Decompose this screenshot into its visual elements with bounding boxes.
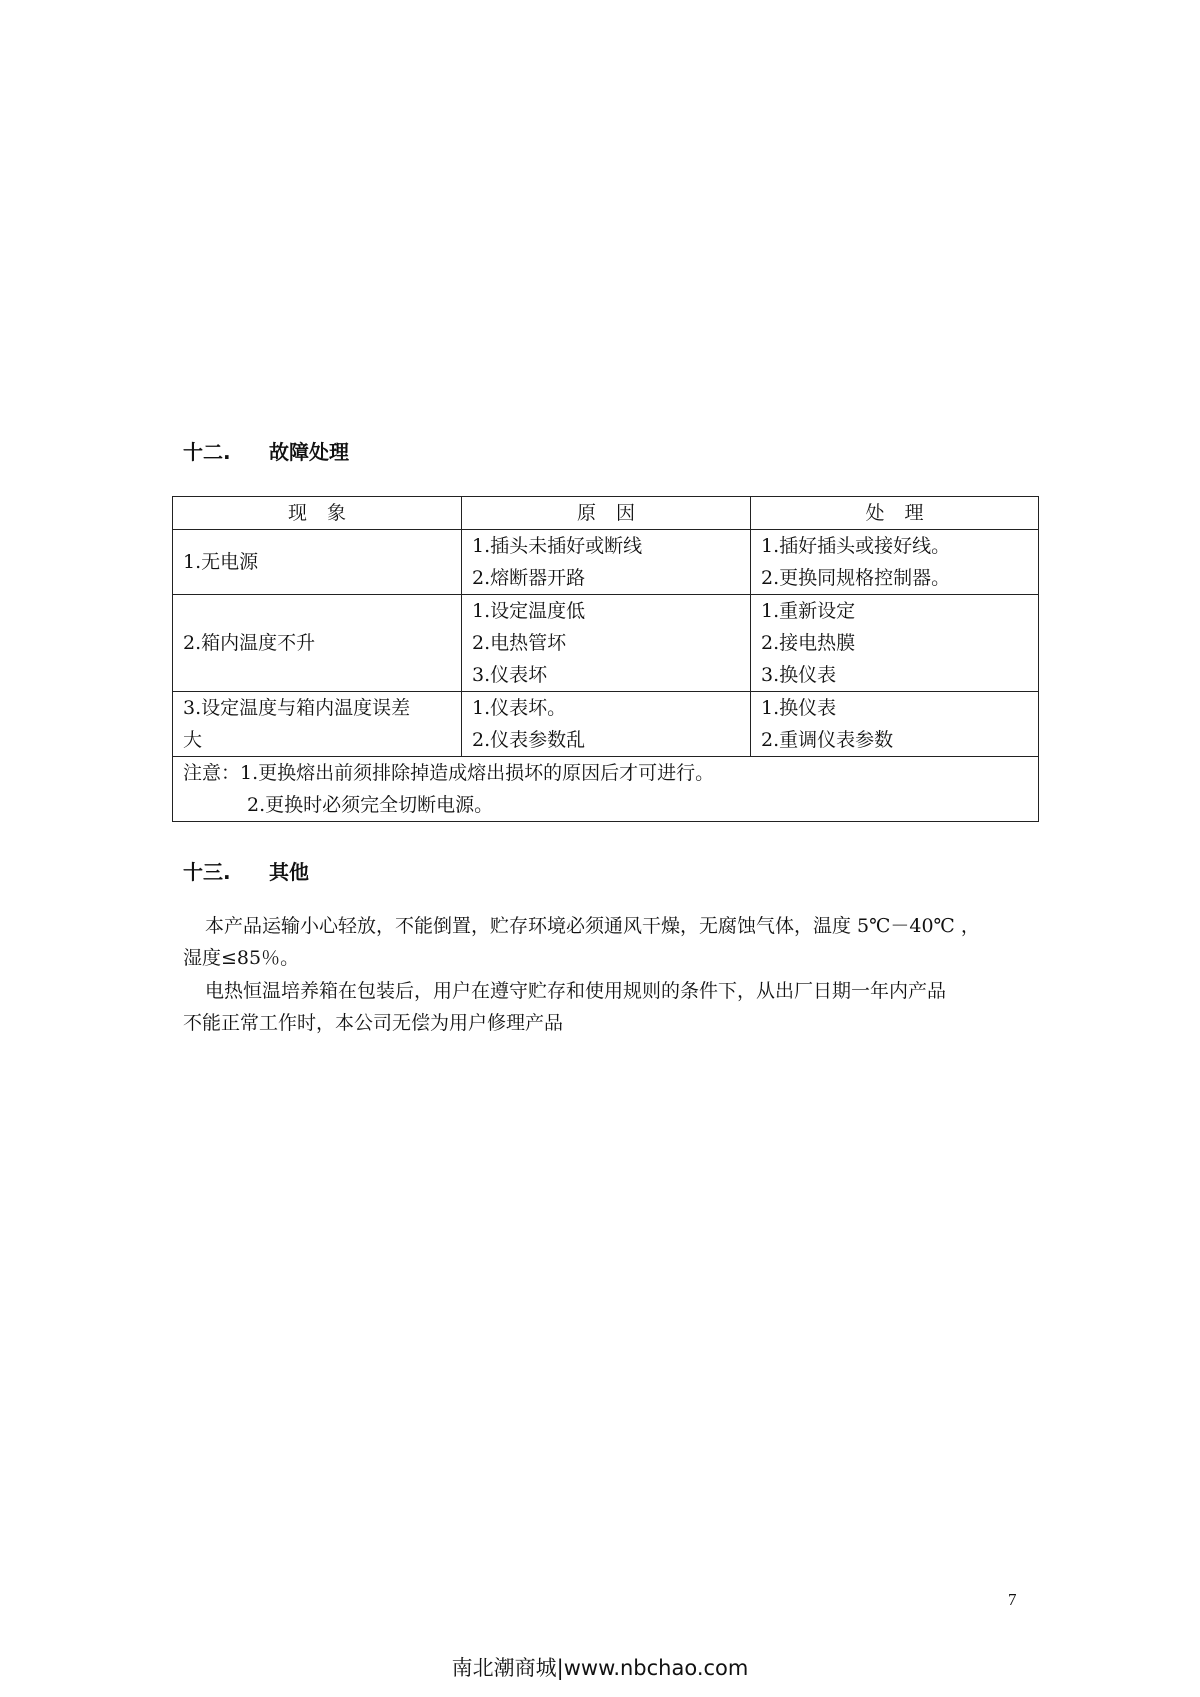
header-cause: 原因	[462, 497, 751, 530]
section-number: 十二.	[183, 440, 231, 464]
section-heading-12	[183, 436, 349, 465]
header-solution: 处理	[751, 497, 1039, 530]
note-line-1: 注意：1.更换熔出前须排除掉造成熔出损坏的原因后才可进行。	[183, 762, 715, 784]
note-line-2: 2.更换时必须完全切断电源。	[247, 794, 494, 816]
cause-cell: 1.设定温度低 2.电热管坏 3.仪表坏	[462, 595, 751, 692]
section-heading-13	[183, 856, 309, 885]
table-header-row	[173, 497, 1039, 530]
table-note-row	[173, 757, 1039, 822]
solution-cell: 1.插好插头或接好线。 2.更换同规格控制器。	[751, 530, 1039, 595]
paragraph-warranty: 电热恒温培养箱在包装后，用户在遵守贮存和使用规则的条件下，从出厂日期一年内产品 不能正常工作时，本公司无偿为用户修理产品	[183, 980, 947, 1034]
cause-cell: 1.插头未插好或断线 2.熔断器开路	[462, 530, 751, 595]
page-number: 7	[1008, 1590, 1017, 1609]
symptom-cell: 3.设定温度与箱内温度误差 大	[173, 692, 462, 757]
section-title: 故障处理	[269, 440, 349, 464]
paragraph-storage: 本产品运输小心轻放，不能倒置，贮存环境必须通风干燥，无腐蚀气体，温度 5℃－40℃ ， 湿度≤85％。	[183, 915, 980, 969]
table-row	[173, 692, 1039, 757]
symptom-cell: 1.无电源	[173, 530, 462, 595]
cause-cell: 1.仪表坏。 2.仪表参数乱	[462, 692, 751, 757]
note-cell	[173, 757, 1039, 822]
solution-cell: 1.重新设定 2.接电热膜 3.换仪表	[751, 595, 1039, 692]
footer-watermark: 南北潮商城|www.nbchao.com	[451, 1656, 749, 1680]
fault-table	[172, 496, 1039, 822]
table-row	[173, 595, 1039, 692]
solution-cell: 1.换仪表 2.重调仪表参数	[751, 692, 1039, 757]
table-row	[173, 530, 1039, 595]
section-title: 其他	[269, 860, 309, 884]
section-number: 十三.	[183, 860, 231, 884]
symptom-cell: 2.箱内温度不升	[173, 595, 462, 692]
header-symptom: 现象	[173, 497, 462, 530]
